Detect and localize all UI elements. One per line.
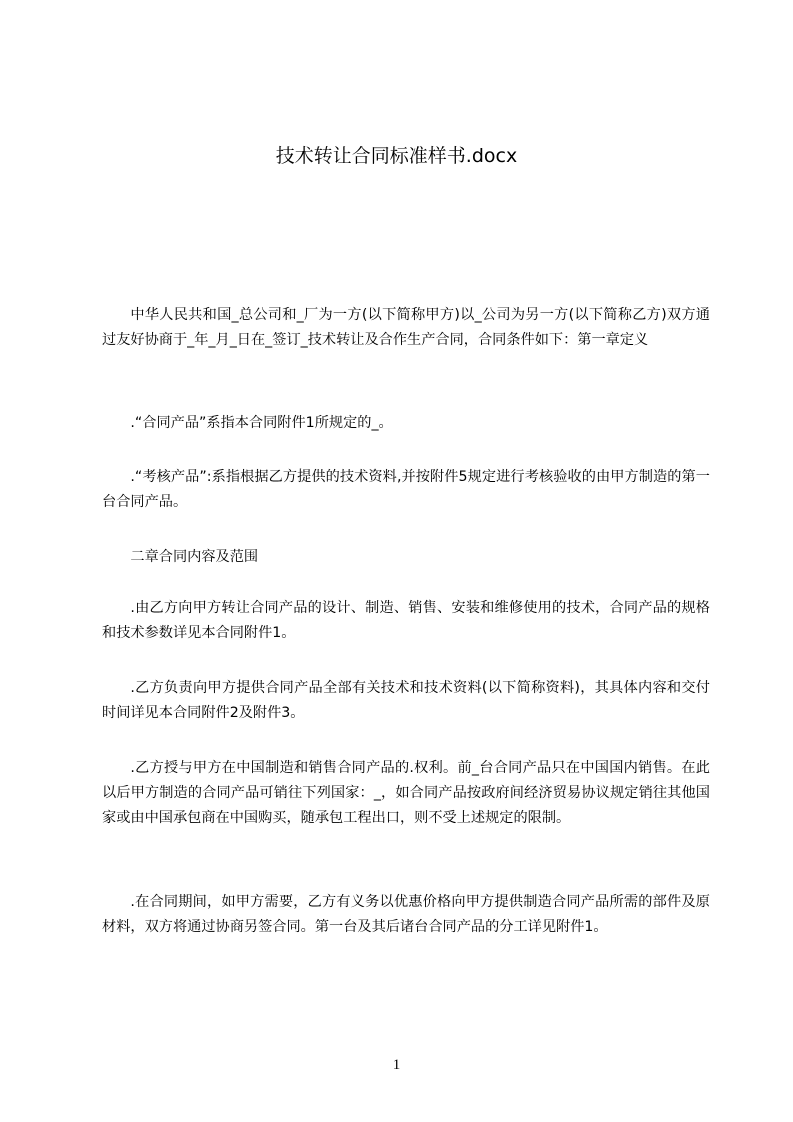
paragraph-technology-transfer: .由乙方向甲方转让合同产品的设计、制造、销售、安装和维修使用的技术，合同产品的规格和技术参数详见本合同附件1。 (102, 600, 710, 642)
chapter-heading: 二章合同内容及范围 (130, 549, 259, 566)
paragraph-parts-supply: .在合同期间，如甲方需要，乙方有义务以优惠价格向甲方提供制造合同产品所需的部件及原材料，双方将通过协商另签合同。第一台及其后诸台合同产品的分工详见附件1。 (102, 894, 710, 936)
paragraph-preamble: 中华人民共和国_总公司和_厂为一方(以下简称甲方)以_公司为另一方(以下简称乙方)双方通过友好协商于_年_月_日在_签订_技术转让及合作生产合同，合同条件如下：第一章定义 (102, 307, 710, 349)
page-number: 1 (392, 1057, 401, 1073)
paragraph-definition-assessment-product: .“考核产品”:系指根据乙方提供的技术资料,并按附件5规定进行考核验收的由甲方制造的第一台合同产品。 (102, 469, 710, 511)
paragraph-technical-data: .乙方负责向甲方提供合同产品全部有关技术和技术资料(以下简称资料)，其具体内容和交付时间详见本合同附件2及附件3。 (102, 680, 710, 722)
document-title: 技术转让合同标准样书.docx (275, 145, 518, 167)
paragraph-definition-contract-product: .“合同产品”系指本合同附件1所规定的_。 (130, 415, 393, 432)
paragraph-manufacturing-rights: .乙方授与甲方在中国制造和销售合同产品的.权利。前_台合同产品只在中国国内销售。在此以后甲方制造的合同产品可销往下列国家：_，如合同产品按政府间经济贸易协议规定销往其他国家或由中国承包商在中国购买，随承包工程出口，则不受上述规定的限制。 (102, 760, 710, 827)
